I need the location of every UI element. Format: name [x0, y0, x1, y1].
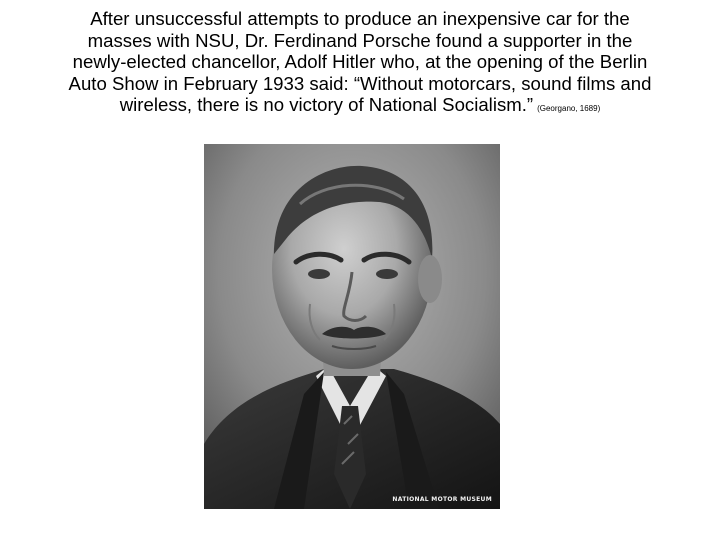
- portrait-illustration: [204, 144, 500, 509]
- caption-line-3: newly-elected chancellor, Adolf Hitler who, at the opening of the Berlin: [72, 51, 648, 72]
- citation: (Georgano, 1689): [537, 104, 601, 113]
- caption-text: [20, 8, 700, 120]
- caption-line-4: Auto Show in February 1933 said: “Without motorcars, sound films and: [68, 72, 652, 94]
- quote-end-text: wireless, there is no victory of National Socialism.”: [119, 94, 534, 115]
- caption-line-1: After unsuccessful attempts to produce an inexpensive car for the: [90, 8, 630, 29]
- caption-line-5: [20, 94, 700, 120]
- photo-credit: NATIONAL MOTOR MUSEUM: [392, 496, 492, 503]
- caption-line-2: masses with NSU, Dr. Ferdinand Porsche found a supporter in the: [87, 29, 633, 51]
- portrait-photo: [204, 144, 500, 509]
